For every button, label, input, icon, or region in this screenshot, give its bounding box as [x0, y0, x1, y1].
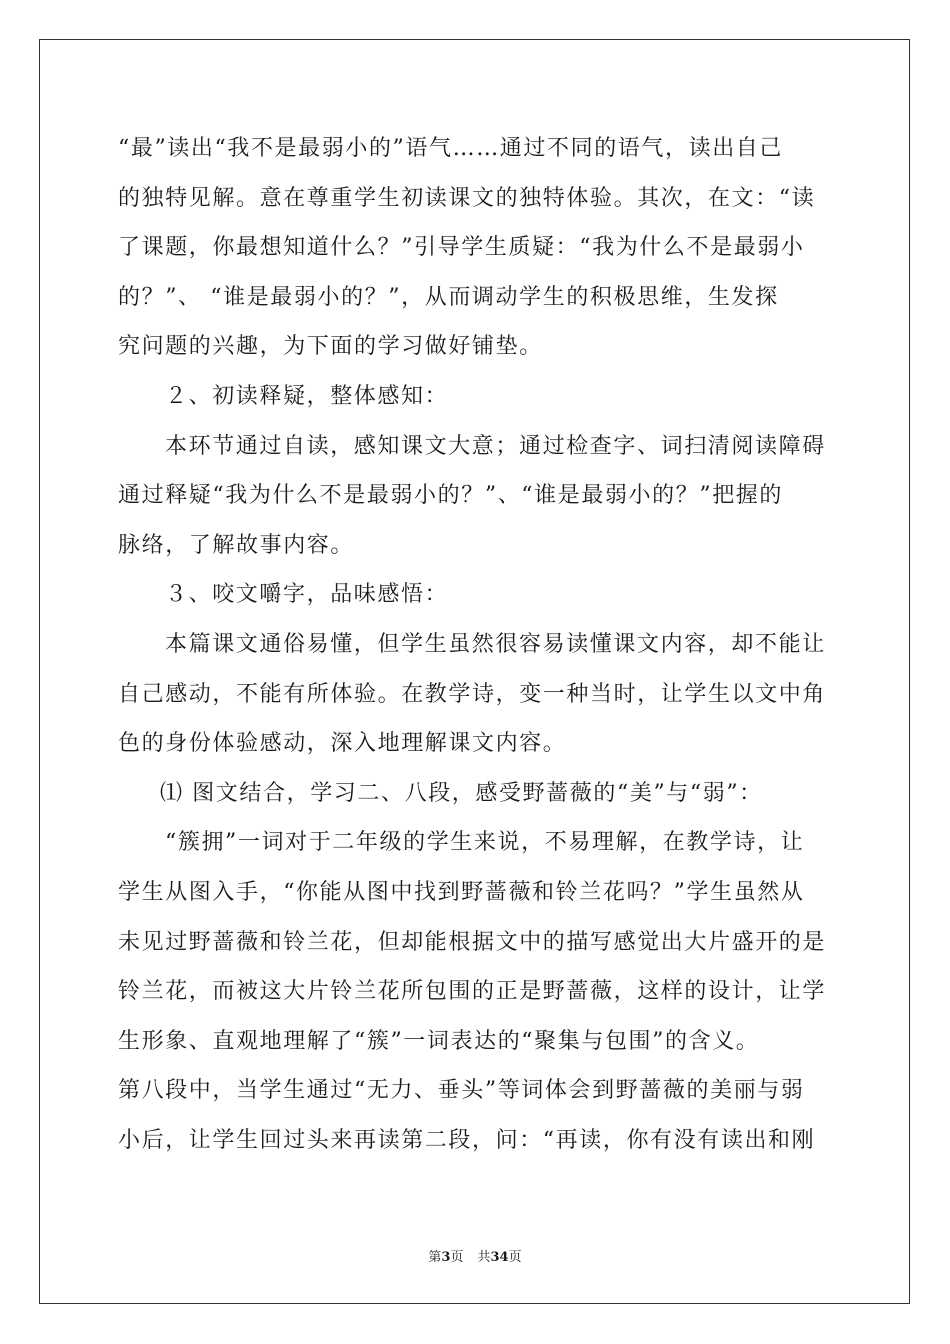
text-line: 铃兰花，而被这大片铃兰花所包围的正是野蔷薇，这样的设计，让学 — [118, 979, 827, 1005]
text-line: 学生从图入手，“你能从图中找到野蔷薇和铃兰花吗？”学生虽然从 — [118, 879, 805, 905]
text-line: 了课题，你最想知道什么？”引导学生质疑：“我为什么不是最弱小 — [118, 235, 805, 261]
text-line: “簇拥”一词对于二年级的学生来说，不易理解，在教学诗，让 — [165, 830, 805, 856]
text-line: 的？”、 “谁是最弱小的？”，从而调动学生的积极思维，生发探 — [118, 284, 779, 310]
text-line: 本环节通过自读，感知课文大意；通过检查字、词扫清阅读障碍 — [165, 433, 826, 459]
text-line: 色的身份体验感动，深入地理解课文内容。 — [118, 731, 567, 757]
footer-page-prefix: 第 — [428, 1250, 442, 1265]
page-footer — [0, 1246, 950, 1265]
section-heading: ２、初读释疑，整体感知： — [165, 383, 449, 409]
text-line: 小后，让学生回过头来再读第二段，问：“再读，你有没有读出和刚 — [118, 1127, 816, 1153]
text-line: 究问题的兴趣，为下面的学习做好铺垫。 — [118, 334, 543, 360]
text-line: 第八段中，当学生通过“无力、垂头”等词体会到野蔷薇的美丽与弱 — [118, 1078, 805, 1104]
subsection-heading: ⑴ 图文结合，学习二、八段，感受野蔷薇的“美”与“弱”： — [160, 780, 763, 806]
footer-total-prefix: 共 — [477, 1250, 491, 1265]
text-line: 本篇课文通俗易懂，但学生虽然很容易读懂课文内容，却不能让 — [165, 631, 826, 657]
section-heading: ３、咬文嚼字，品味感悟： — [165, 582, 449, 608]
footer-page-suffix: 页 — [450, 1250, 464, 1265]
text-line: “最”读出“我不是最弱小的”语气……通过不同的语气，读出自己 — [118, 136, 783, 161]
footer-page-number: 3 — [441, 1250, 451, 1265]
text-line: 脉络，了解故事内容。 — [118, 532, 355, 558]
text-line: 未见过野蔷薇和铃兰花，但却能根据文中的描写感觉出大片盛开的是 — [118, 929, 827, 955]
text-line: 自己感动，不能有所体验。在教学诗，变一种当时，让学生以文中角 — [118, 681, 827, 707]
text-line: 通过释疑“我为什么不是最弱小的？”、“谁是最弱小的？”把握的 — [118, 483, 783, 509]
document-body — [118, 124, 838, 1165]
text-line: 生形象、直观地理解了“簇”一词表达的“聚集与包围”的含义。 — [118, 1028, 760, 1054]
text-line: 的独特见解。意在尊重学生初读课文的独特体验。其次，在文：“读 — [118, 185, 816, 211]
footer-total-suffix: 页 — [508, 1250, 522, 1265]
footer-total-pages: 34 — [490, 1250, 509, 1265]
